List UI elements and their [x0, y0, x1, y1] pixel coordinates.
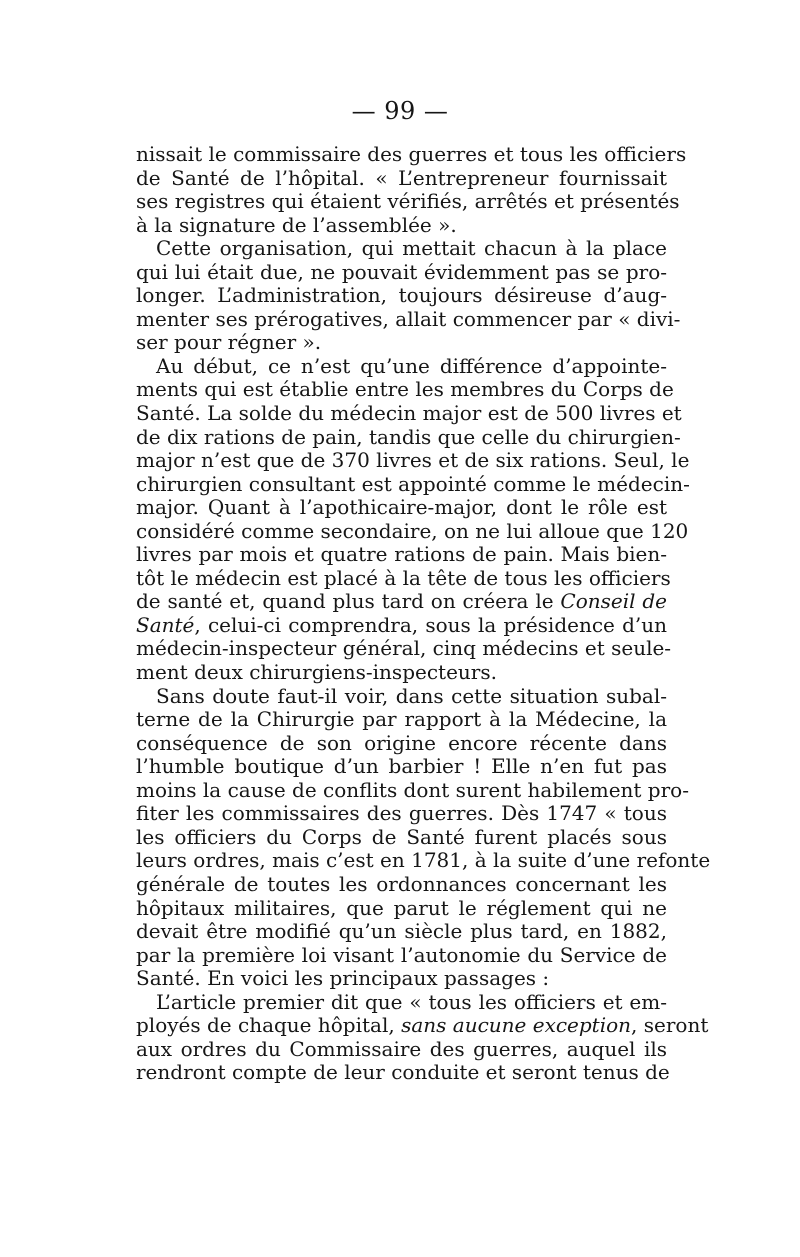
text-line: [136, 897, 667, 921]
text-line: [136, 471, 690, 497]
text-line: [136, 401, 682, 426]
line-text: ployés de chaque hôpital,: [136, 1013, 402, 1038]
text-line: [136, 284, 667, 308]
text-line: [136, 214, 667, 238]
text-line: [136, 237, 667, 261]
text-line: [136, 636, 672, 661]
line-text: major. Quant à l’apothicaire-major, dont le rôle est: [136, 495, 667, 520]
line-text: générale de toutes les ordonnances concernant les: [136, 871, 667, 896]
text-line: [136, 777, 689, 803]
text-line: [136, 802, 667, 826]
line-text: devait être modifié qu’un siècle plus tard, en 1882,: [136, 919, 667, 944]
italic-text: sans aucune exception: [401, 1013, 632, 1038]
line-text: terne de la Chirurgie par rapport à la Médecine, la: [136, 707, 667, 732]
line-text: menter ses prérogatives, allait commencer par « divi-: [136, 306, 681, 331]
text-line: [136, 1038, 667, 1062]
text-line: [136, 167, 667, 191]
text-line: [136, 590, 667, 614]
line-text: médecin-inspecteur général, cinq médecins et seule-: [136, 636, 672, 661]
text-line: [136, 873, 667, 897]
line-text: conséquence de son origine encore récente dans: [136, 730, 667, 755]
text-line: [136, 732, 667, 756]
line-text: ment deux chirurgiens-inspecteurs.: [136, 660, 497, 685]
line-text: livres par mois et quatre rations de pain. Mais bien-: [136, 542, 667, 567]
body-text: [136, 142, 711, 1085]
line-text: L’article premier dit que « tous les officiers et em-: [156, 989, 667, 1014]
line-text: Cette organisation, qui mettait chacun à la place: [156, 236, 667, 261]
text-line: [136, 189, 680, 214]
line-text: de Santé de l’hôpital. « L’entrepreneur fournissait: [136, 165, 667, 190]
text-line: [136, 661, 667, 685]
text-line: [136, 944, 667, 968]
text-line: [136, 306, 681, 332]
line-text: leurs ordres, mais c’est en 1781, à la suite d’une refonte: [136, 848, 711, 873]
text-line: [136, 967, 667, 991]
line-text: à la signature de l’assemblée ».: [136, 212, 457, 237]
text-line: [136, 355, 667, 379]
text-line: [136, 261, 667, 285]
line-text: , seront: [631, 1013, 709, 1038]
line-text: moins la cause de conflits dont surent habilement pro-: [136, 777, 689, 802]
line-text: de dix rations de pain, tandis que celle du chirurgien-: [136, 424, 681, 449]
text-line: [136, 920, 667, 944]
text-line: [136, 142, 687, 167]
line-text: major n’est que de 370 livres et de six rations. Seul, le: [136, 448, 690, 473]
text-line: [136, 708, 667, 732]
text-line: [136, 424, 681, 450]
text-line: [136, 755, 667, 779]
text-line: [136, 496, 667, 520]
text-line: [136, 448, 690, 473]
text-line: [136, 991, 667, 1015]
line-text: Santé. La solde du médecin major est de 500 livres et: [136, 401, 682, 426]
line-text: longer. L’administration, toujours désireuse d’aug-: [136, 283, 667, 308]
text-line: [136, 565, 671, 591]
text-line: [136, 331, 667, 355]
line-text: rendront compte de leur conduite et seront tenus de: [136, 1060, 670, 1085]
text-line: [136, 377, 674, 402]
line-text: Santé. En voici les principaux passages :: [136, 966, 550, 991]
line-text: de santé et, quand plus tard on créera le: [136, 589, 561, 614]
line-text: aux ordres du Commissaire des guerres, auquel ils: [136, 1036, 667, 1061]
line-text: chirurgien consultant est appointé comme le médecin-: [136, 471, 690, 496]
italic-text: Conseil de: [560, 589, 667, 614]
text-line: [136, 1060, 670, 1085]
line-text: Au début, ce n’est qu’une différence d’appointe-: [156, 353, 667, 378]
italic-text: Santé: [136, 612, 195, 637]
line-text: nissait le commissaire des guerres et tous les officiers: [136, 142, 687, 166]
line-text: ser pour régner ».: [136, 330, 322, 355]
text-line: [136, 826, 667, 850]
text-line: [136, 685, 667, 709]
text-line: [136, 518, 689, 544]
page-number: — 99 —: [351, 97, 449, 125]
text-line: [136, 543, 667, 567]
line-text: hôpitaux militaires, que parut le réglement qui ne: [136, 895, 667, 920]
line-text: tôt le médecin est placé à la tête de tous les officiers: [136, 565, 671, 590]
line-text: qui lui était due, ne pouvait évidemment pas se pro-: [136, 259, 667, 284]
line-text: par la première loi visant l’autonomie du Service de: [136, 942, 667, 967]
text-line: [136, 614, 667, 638]
line-text: , celui-ci comprendra, sous la présidence d’un: [194, 612, 667, 637]
line-text: fiter les commissaires des guerres. Dès 1747 « tous: [136, 801, 667, 826]
line-text: Sans doute faut-il voir, dans cette situation subal-: [156, 683, 667, 708]
line-text: ses registres qui étaient vérifiés, arrêtés et présentés: [136, 189, 680, 214]
line-text: les officiers du Corps de Santé furent placés sous: [136, 824, 667, 849]
line-text: considéré comme secondaire, on ne lui alloue que 120: [136, 518, 689, 543]
line-text: l’humble boutique d’un barbier ! Elle n’en fut pas: [136, 754, 667, 779]
text-line: [136, 848, 711, 873]
text-line: [136, 1013, 709, 1038]
line-text: ments qui est établie entre les membres du Corps de: [136, 377, 674, 402]
